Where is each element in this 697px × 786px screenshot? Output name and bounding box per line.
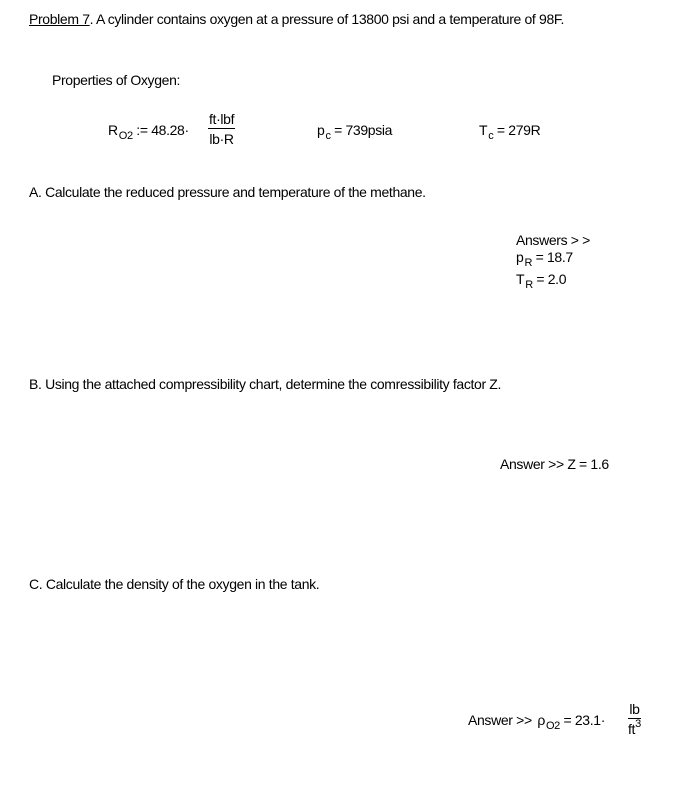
gas-constant-unit-numerator: ft·lbf [209, 111, 235, 127]
reduced-temperature-value: = 2.0 [532, 271, 567, 287]
critical-pressure [317, 122, 392, 140]
gas-constant-units [208, 111, 235, 147]
part-c-answer [468, 712, 605, 730]
part-b-question: B. Using the attached compressibility chart, determine the comressibility factor Z. [29, 376, 502, 392]
density-unit-base: ft [628, 721, 636, 737]
part-c-question: C. Calculate the density of the oxygen in the tank. [29, 576, 320, 592]
density-unit-exponent: 3 [635, 718, 641, 730]
reduced-pressure-subscript: R [524, 257, 533, 269]
density-unit-numerator: lb [629, 701, 640, 717]
density-unit-denominator [628, 718, 641, 739]
problem-label: Problem 7 [29, 11, 90, 27]
part-c-answer-label: Answer >> [468, 712, 532, 728]
critical-pressure-subscript: c [325, 130, 331, 142]
gas-constant-unit-denominator: lb·R [209, 131, 234, 147]
reduced-pressure-answer [516, 249, 573, 267]
gas-constant-expression [108, 122, 189, 140]
reduced-pressure-value: = 18.7 [532, 249, 573, 265]
density-units [628, 701, 641, 739]
density-subscript: O2 [545, 720, 560, 732]
problem-statement [29, 11, 564, 27]
part-b-answer: Answer >> Z = 1.6 [500, 456, 609, 472]
gas-constant-symbol: R [108, 122, 118, 138]
density-value: = 23.1· [559, 712, 606, 728]
part-a-answers-label: Answers > > [516, 232, 590, 248]
gas-constant-subscript: O2 [118, 130, 133, 142]
properties-heading: Properties of Oxygen: [52, 72, 181, 88]
critical-temperature [479, 122, 540, 140]
critical-pressure-value: = 739psia [330, 122, 393, 138]
reduced-temperature-subscript: R [525, 279, 533, 291]
critical-pressure-symbol: p [317, 122, 325, 138]
reduced-temperature-answer [516, 271, 566, 289]
critical-temperature-subscript: c [488, 130, 494, 142]
critical-temperature-value: = 279R [493, 122, 541, 138]
density-symbol: ρ [537, 712, 545, 728]
reduced-pressure-symbol: p [516, 249, 524, 265]
part-a-question: A. Calculate the reduced pressure and temperature of the methane. [29, 184, 426, 200]
fraction-bar [208, 128, 235, 129]
gas-constant-value: := 48.28· [132, 122, 189, 138]
reduced-temperature-symbol: T [516, 271, 525, 287]
critical-temperature-symbol: T [479, 122, 488, 138]
problem-text: . A cylinder contains oxygen at a pressure of 13800 psi and a temperature of 98F. [89, 11, 565, 27]
